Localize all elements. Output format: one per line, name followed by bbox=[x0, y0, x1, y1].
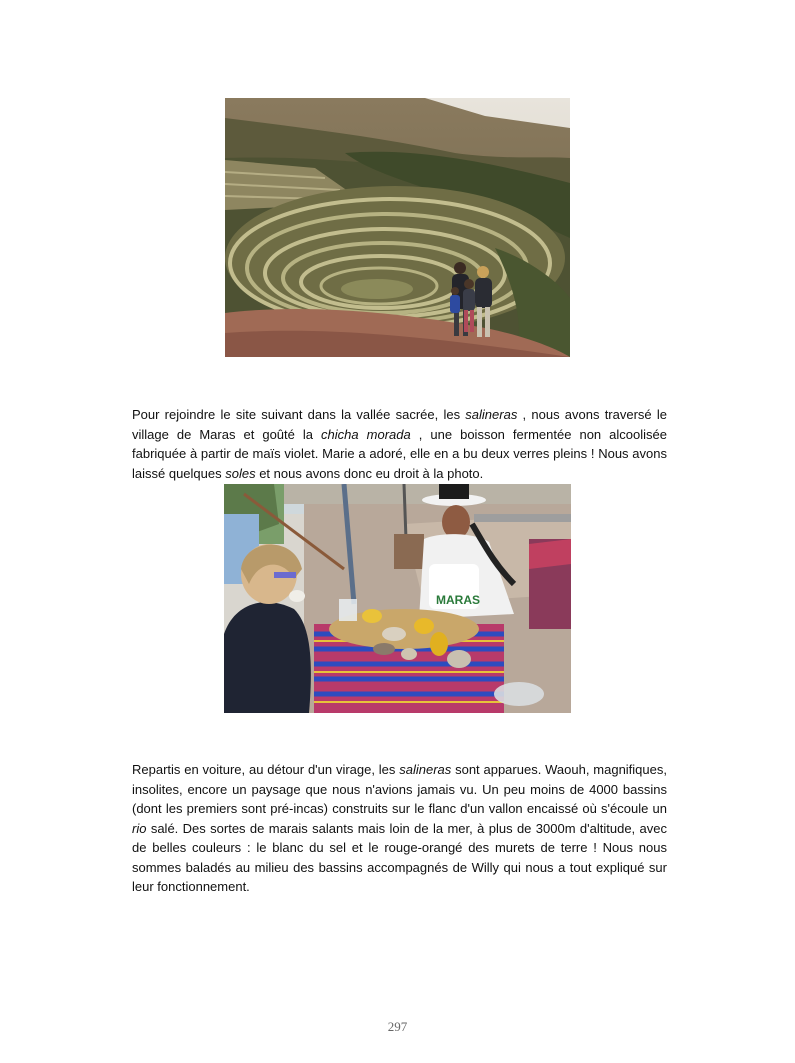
paragraph1-term-salineras: salineras bbox=[465, 407, 518, 422]
paragraph2-term-rio: rio bbox=[132, 820, 147, 836]
paragraph1-term-chicha: chicha morada bbox=[321, 426, 411, 442]
paragraph1-text-3: , une boisson fermentée non alcoolisée fabriquée à partir de maïs violet. Marie a adoré, elle en a bu deux verres pleins ! Nous avons laissé quelques bbox=[132, 426, 667, 481]
paragraph2-term-salineras: salineras bbox=[399, 762, 452, 777]
paragraph1-term-soles: soles bbox=[225, 465, 256, 481]
chicha-vendor-photo bbox=[224, 484, 571, 713]
paragraph1-text-2: , nous avons traversé le village de Maras et goûté la bbox=[132, 407, 667, 442]
paragraph2-text-2: sont apparues. Waouh, magnifiques, insolites, encore un paysage que nous n'avions jamais vu. Un peu moins de 4000 bassins (dont les premiers sont pré-incas) construits sur le flanc d'un vallon encaissé où s'écoule un bbox=[132, 762, 667, 816]
page-number: 297 bbox=[387, 1019, 408, 1034]
chicha-vendor-image bbox=[224, 484, 571, 713]
paragraph-salineras-maras bbox=[132, 405, 667, 483]
paragraph1-text-4: et nous avons donc eu droit à la photo. bbox=[255, 465, 484, 481]
paragraph1-text-1: Pour rejoindre le site suivant dans la vallée sacrée, les bbox=[132, 407, 466, 422]
moray-terraces-image bbox=[225, 98, 570, 357]
paragraph2-text-3: salé. Des sortes de marais salants mais loin de la mer, à plus de 3000m d'altitude, avec de belles couleurs : le blanc du sel et le rouge-orangé des murets de terre ! Nous nous sommes baladés au milieu des bassins accompagnés de Willy qui nous a tout expliqué sur leur fonctionnement. bbox=[132, 820, 667, 894]
vendor-apron-text: MARAS bbox=[436, 593, 480, 607]
moray-terraces-photo bbox=[225, 98, 570, 357]
paragraph-salineras-description bbox=[132, 760, 667, 897]
paragraph2-text-1: Repartis en voiture, au détour d'un virage, les bbox=[132, 762, 400, 777]
